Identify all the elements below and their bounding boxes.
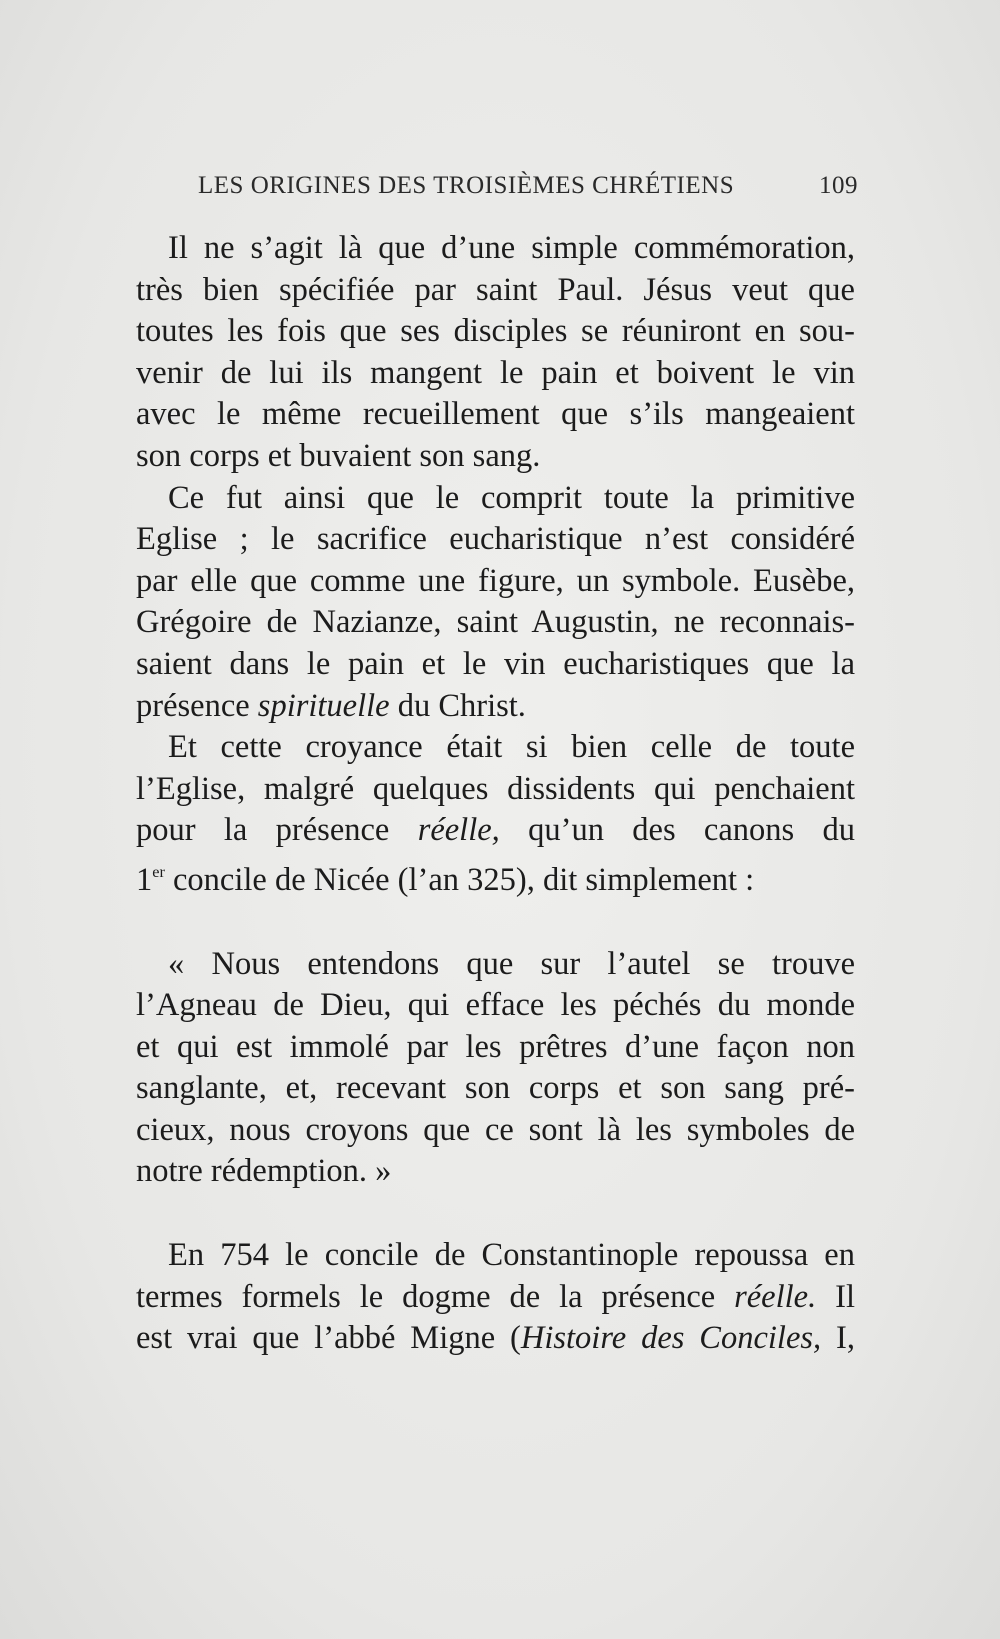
ordinal-superscript: er — [152, 862, 165, 881]
text-line: avec le même recueillement que s’ils mangeaient — [136, 396, 855, 433]
text-run: qu’un des canons du — [499, 812, 855, 849]
running-header — [198, 172, 858, 200]
text-line: Et cette croyance était si bien celle de toute — [168, 729, 855, 766]
text-run: Il — [816, 1278, 855, 1315]
quotation — [136, 944, 855, 1194]
body-text — [136, 228, 855, 1360]
text-line — [136, 810, 855, 852]
text-run: I, — [821, 1320, 855, 1357]
text-line: Eglise ; le sacrifice eucharistique n’est considéré — [136, 521, 855, 558]
text-line: Il ne s’agit là que d’une simple commémoration, — [168, 230, 855, 266]
italic-term: réelle. — [734, 1278, 817, 1315]
italic-term: spirituelle — [257, 687, 390, 724]
text-run: du Christ. — [389, 687, 526, 724]
italic-term: réelle, — [417, 812, 500, 849]
text-line: Grégoire de Nazianze, saint Augustin, ne reconnais- — [136, 604, 855, 641]
running-title: LES ORIGINES DES TROISIÈMES CHRÉTIENS — [198, 172, 735, 199]
text-line: et qui est immolé par les prêtres d’une façon non — [136, 1028, 855, 1065]
paragraph-3 — [136, 727, 855, 901]
text-line — [136, 1318, 855, 1360]
italic-term: Histoire des Conciles, — [520, 1320, 822, 1357]
text-line: « Nous entendons que sur l’autel se trouve — [168, 945, 855, 982]
text-line: son corps et buvaient son sang. — [136, 437, 541, 474]
text-line: sanglante, et, recevant son corps et son sang pré- — [136, 1070, 855, 1107]
text-run: concile de Nicée (l’an 325), dit simplement : — [164, 861, 755, 898]
text-line — [136, 852, 855, 902]
text-run: présence — [136, 687, 258, 724]
text-run: termes formels le dogme de la présence — [136, 1278, 735, 1315]
text-run: 1 — [136, 861, 153, 898]
page-number: 109 — [819, 172, 858, 199]
text-line: toutes les fois que ses disciples se réuniront en sou- — [136, 313, 855, 350]
text-line: Ce fut ainsi que le comprit toute la primitive — [168, 479, 855, 516]
paragraph-1 — [136, 228, 855, 478]
text-line: notre rédemption. » — [136, 1153, 392, 1190]
text-line: cieux, nous croyons que ce sont là les symboles de — [136, 1111, 855, 1148]
text-line: venir de lui ils mangent le pain et boivent le vin — [136, 354, 855, 391]
text-line: saient dans le pain et le vin eucharistiques que la — [136, 645, 855, 682]
text-line: par elle que comme une figure, un symbole. Eusèbe, — [136, 562, 855, 599]
paragraph-4 — [136, 1235, 855, 1360]
text-line: En 754 le concile de Constantinople repoussa en — [168, 1237, 855, 1274]
text-line — [136, 1277, 855, 1319]
spacer — [136, 1193, 855, 1235]
text-line: l’Eglise, malgré quelques dissidents qui penchaient — [136, 770, 855, 807]
spacer — [136, 902, 855, 944]
text-run: pour la présence — [136, 812, 418, 849]
text-line — [136, 686, 855, 728]
text-line: très bien spécifiée par saint Paul. Jésus veut que — [136, 271, 855, 308]
text-line: l’Agneau de Dieu, qui efface les péchés du monde — [136, 987, 855, 1024]
text-run: est vrai que l’abbé Migne ( — [136, 1320, 521, 1357]
paragraph-2 — [136, 478, 855, 728]
